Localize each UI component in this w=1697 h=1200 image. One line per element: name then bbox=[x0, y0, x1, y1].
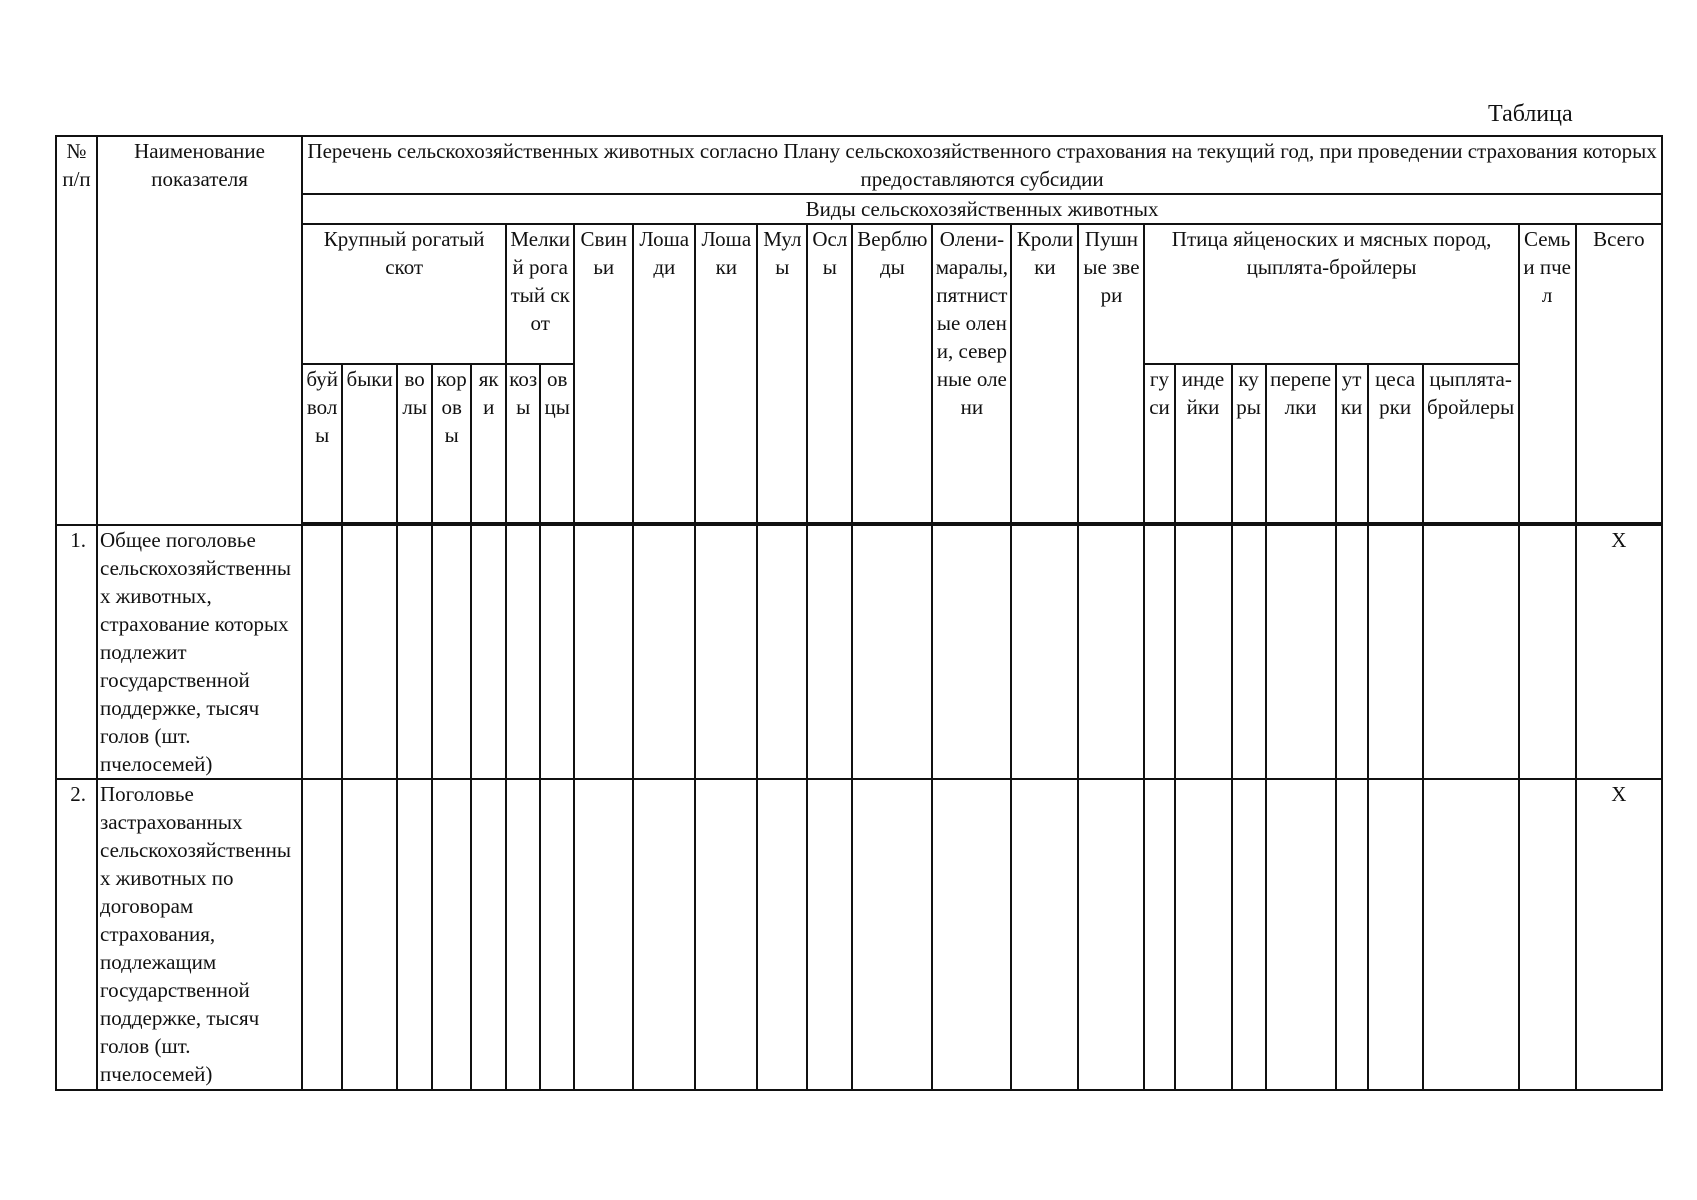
group-pigs: Свиньи bbox=[574, 224, 633, 523]
sub-goats: козы bbox=[506, 364, 540, 523]
sub-turkeys: индейки bbox=[1175, 364, 1232, 523]
data-cell bbox=[302, 525, 342, 779]
data-cell bbox=[633, 779, 695, 1090]
group-camels: Верблюды bbox=[852, 224, 932, 523]
data-cell bbox=[1423, 525, 1519, 779]
data-cell bbox=[633, 525, 695, 779]
group-poultry: Птица яйценоских и мясных пород, цыплята-бройлеры bbox=[1144, 224, 1518, 364]
sub-chickens: куры bbox=[1232, 364, 1266, 523]
data-cell bbox=[1519, 525, 1576, 779]
data-cell bbox=[302, 779, 342, 1090]
group-total: Всего bbox=[1576, 224, 1662, 523]
sub-buffalo: буйволы bbox=[302, 364, 342, 523]
sub-cows: коровы bbox=[432, 364, 471, 523]
data-cell bbox=[1011, 525, 1078, 779]
data-cell bbox=[1175, 779, 1232, 1090]
data-cell bbox=[574, 779, 633, 1090]
group-fur: Пушные звери bbox=[1078, 224, 1144, 523]
data-cell bbox=[807, 525, 852, 779]
row-2-total: X bbox=[1576, 779, 1662, 1090]
sub-broilers: цыплята-бройлеры bbox=[1423, 364, 1519, 523]
data-cell bbox=[342, 525, 397, 779]
data-cell bbox=[1519, 779, 1576, 1090]
name-col-header: Наименование показателя bbox=[97, 136, 302, 525]
data-cell bbox=[1011, 779, 1078, 1090]
data-cell bbox=[1266, 779, 1336, 1090]
top-title-header: Перечень сельскохозяйственных животных согласно Плану сельскохозяйственного страхования на текущий год, при проведении страхования которых предоставляются субсидии bbox=[302, 136, 1662, 194]
data-cell bbox=[506, 779, 540, 1090]
data-cell bbox=[1175, 525, 1232, 779]
data-cell bbox=[1144, 779, 1174, 1090]
group-mules: Мулы bbox=[757, 224, 807, 523]
data-cell bbox=[506, 525, 540, 779]
group-donkey-horses: Лошаки bbox=[695, 224, 757, 523]
data-cell bbox=[757, 525, 807, 779]
data-cell bbox=[432, 525, 471, 779]
data-cell bbox=[807, 779, 852, 1090]
data-cell bbox=[757, 779, 807, 1090]
sub-bulls: быки bbox=[342, 364, 397, 523]
group-deer: Олени-маралы, пятнистые олени, северные олени bbox=[932, 224, 1011, 523]
data-cell bbox=[1423, 779, 1519, 1090]
sub-geese: гуси bbox=[1144, 364, 1174, 523]
subsidy-table bbox=[55, 135, 1663, 1091]
data-cell bbox=[932, 525, 1011, 779]
data-cell bbox=[574, 525, 633, 779]
group-mrs: Мелкий рогатый скот bbox=[506, 224, 574, 364]
sub-yaks: яки bbox=[471, 364, 506, 523]
data-cell bbox=[1078, 525, 1144, 779]
header-row-1 bbox=[56, 136, 1662, 194]
data-cell bbox=[695, 525, 757, 779]
data-cell bbox=[695, 779, 757, 1090]
data-cell bbox=[432, 779, 471, 1090]
data-cell bbox=[397, 525, 432, 779]
table-row bbox=[56, 779, 1662, 1090]
data-cell bbox=[932, 779, 1011, 1090]
data-cell bbox=[1336, 779, 1368, 1090]
data-cell bbox=[1336, 525, 1368, 779]
data-cell bbox=[1368, 779, 1423, 1090]
data-cell bbox=[1078, 779, 1144, 1090]
data-cell bbox=[1232, 779, 1266, 1090]
num-col-header: № п/п bbox=[56, 136, 97, 525]
sub-guinea: цесарки bbox=[1368, 364, 1423, 523]
data-cell bbox=[1368, 525, 1423, 779]
row-1-total: X bbox=[1576, 525, 1662, 779]
sub-ducks: утки bbox=[1336, 364, 1368, 523]
data-cell bbox=[1144, 525, 1174, 779]
sub-oxen: волы bbox=[397, 364, 432, 523]
row-2-name: Поголовье застрахованных сельскохозяйственных животных по договорам страхования, подлежащим государственной поддержке, тысяч голов (шт. пчелосемей) bbox=[97, 779, 302, 1090]
data-cell bbox=[397, 779, 432, 1090]
data-cell bbox=[1266, 525, 1336, 779]
group-rabbits: Кролики bbox=[1011, 224, 1078, 523]
data-cell bbox=[471, 525, 506, 779]
data-cell bbox=[1232, 525, 1266, 779]
row-2-num: 2. bbox=[56, 779, 97, 1090]
data-cell bbox=[540, 779, 574, 1090]
group-horses: Лошади bbox=[633, 224, 695, 523]
data-cell bbox=[852, 779, 932, 1090]
table-caption: Таблица bbox=[1488, 101, 1573, 127]
group-bees: Семьи пчел bbox=[1519, 224, 1576, 523]
data-cell bbox=[540, 525, 574, 779]
data-cell bbox=[342, 779, 397, 1090]
table-row bbox=[56, 525, 1662, 779]
data-cell bbox=[471, 779, 506, 1090]
sub-quails: перепелки bbox=[1266, 364, 1336, 523]
group-donkeys: Ослы bbox=[807, 224, 852, 523]
types-title-header: Виды сельскохозяйственных животных bbox=[302, 194, 1662, 224]
sub-sheep: овцы bbox=[540, 364, 574, 523]
group-krs: Крупный рогатый скот bbox=[302, 224, 506, 364]
row-1-name: Общее поголовье сельскохозяйственных животных, страхование которых подлежит государственной поддержке, тысяч голов (шт. пчелосемей) bbox=[97, 525, 302, 779]
data-cell bbox=[852, 525, 932, 779]
row-1-num: 1. bbox=[56, 525, 97, 779]
